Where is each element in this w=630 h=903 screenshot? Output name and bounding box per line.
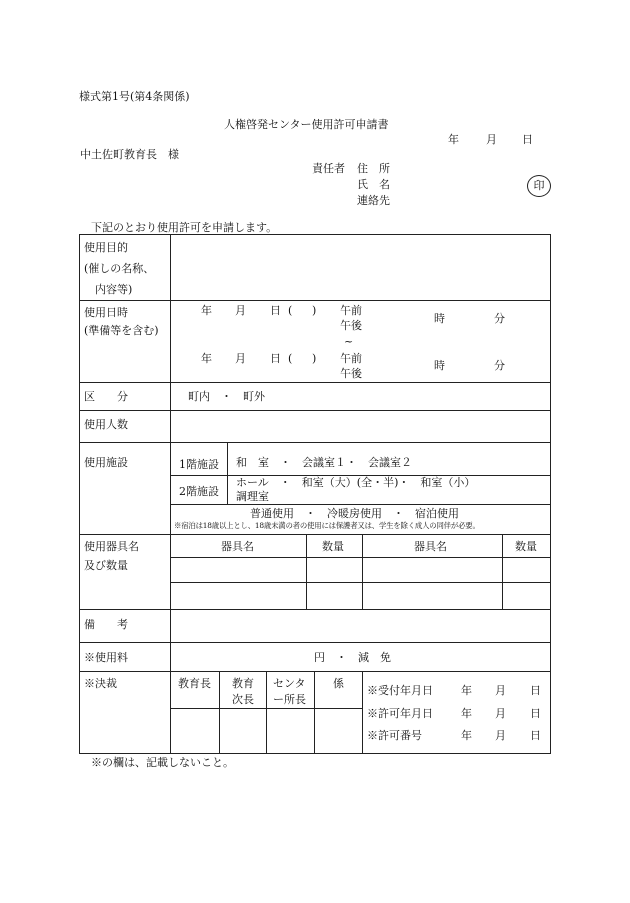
equipment-label-sub: 及び数量 [84, 559, 128, 572]
equipment-qty-field[interactable] [504, 584, 549, 608]
end-month-unit: 月 [235, 352, 246, 365]
equipment-qty-header-1: 数量 [322, 540, 344, 553]
fee-label: ※使用料 [84, 651, 128, 664]
decision-column-divider [362, 671, 363, 754]
seal-box-deputy [220, 709, 265, 752]
equipment-name-field[interactable] [172, 584, 305, 608]
label-column-divider [170, 234, 171, 754]
received-month-unit: 月 [495, 684, 506, 697]
end-am[interactable]: 午前 [340, 352, 362, 365]
row-divider [79, 609, 551, 610]
equipment-name-field[interactable] [364, 559, 501, 581]
equipment-column-divider [306, 534, 307, 610]
table-border-top [79, 234, 551, 235]
datetime-label: 使用日時 [84, 306, 128, 319]
permit-day-unit: 日 [530, 729, 541, 742]
purpose-field[interactable] [172, 236, 549, 299]
seal-box-staff [315, 709, 361, 752]
equipment-divider [170, 582, 551, 583]
start-hour-unit: 時 [434, 312, 445, 325]
name-label: 氏 名 [357, 178, 390, 191]
floor2-cooking-room[interactable]: 調理室 [236, 490, 269, 503]
start-minute-unit: 分 [494, 312, 505, 325]
equipment-name-field[interactable] [172, 559, 305, 581]
row-divider [79, 534, 551, 535]
end-day-unit: 日 [270, 352, 281, 365]
facility-floor-divider [227, 442, 228, 505]
application-date-month: 月 [486, 133, 497, 146]
received-date-label: ※受付年月日 [367, 684, 433, 697]
start-pm[interactable]: 午後 [340, 319, 362, 332]
equipment-column-divider [502, 534, 503, 610]
equipment-qty-field[interactable] [504, 559, 549, 581]
received-day-unit: 日 [530, 684, 541, 697]
end-pm[interactable]: 午後 [340, 367, 362, 380]
equipment-label: 使用器具名 [84, 540, 139, 553]
purpose-label: 使用目的 [84, 241, 128, 254]
approver-center-director-line2: ー所長 [273, 693, 306, 706]
form-number: 様式第1号(第4条関係) [79, 90, 190, 103]
decision-label: ※決裁 [84, 677, 117, 690]
people-count-label: 使用人数 [84, 418, 128, 431]
seal-box-superintendent [171, 709, 218, 752]
start-year-unit: 年 [201, 304, 212, 317]
form-title: 人権啓発センター使用許可申請書 [224, 118, 389, 131]
start-month-unit: 月 [235, 304, 246, 317]
seal-mark: 印 [527, 175, 551, 197]
equipment-name-header-1: 器具名 [221, 540, 254, 553]
approver-staff: 係 [333, 677, 344, 690]
start-day-unit: 日 [270, 304, 281, 317]
approved-month-unit: 月 [495, 707, 506, 720]
equipment-qty-header-2: 数量 [515, 540, 537, 553]
approved-date-label: ※許可年月日 [367, 707, 433, 720]
remarks-label: 備 考 [84, 618, 128, 631]
floor2-label: 2階施設 [179, 485, 219, 498]
addressee: 中土佐町教育長 様 [80, 148, 179, 161]
start-am[interactable]: 午前 [340, 304, 362, 317]
end-weekday-close: ) [312, 352, 317, 365]
approver-superintendent: 教育長 [178, 677, 211, 690]
intro-text: 下記のとおり使用許可を申請します。 [91, 221, 278, 234]
purpose-label-sub: 内容等) [95, 283, 133, 296]
address-label: 住 所 [357, 162, 390, 175]
footer-note: ※の欄は、記載しないこと。 [91, 756, 234, 769]
facility-label: 使用施設 [84, 456, 128, 469]
seal-box-center-director [267, 709, 313, 752]
application-date-year: 年 [448, 133, 459, 146]
equipment-name-field[interactable] [364, 584, 501, 608]
equipment-qty-field[interactable] [308, 559, 361, 581]
range-tilde: ~ [344, 335, 354, 348]
table-border-right [550, 234, 551, 754]
permit-number-label: ※許可番号 [367, 729, 422, 742]
approved-day-unit: 日 [530, 707, 541, 720]
permit-month-unit: 月 [495, 729, 506, 742]
remarks-field[interactable] [172, 611, 549, 641]
table-border-left [79, 234, 80, 754]
category-options[interactable]: 町内 ・ 町外 [188, 390, 265, 403]
row-divider [79, 642, 551, 643]
responsible-person-label: 責任者 [312, 162, 345, 175]
start-weekday-open: ( [288, 304, 293, 317]
purpose-label-sub: (催しの名称、 [84, 262, 155, 275]
equipment-name-header-2: 器具名 [414, 540, 447, 553]
datetime-label-sub: (準備等を含む) [84, 324, 159, 337]
people-count-field[interactable] [172, 412, 549, 441]
row-divider [79, 442, 551, 443]
fee-value: 円 ・ 減 免 [314, 651, 391, 664]
approver-deputy-line1: 教育 [232, 677, 254, 690]
approver-center-director-line1: センタ [273, 677, 306, 690]
application-date-day: 日 [522, 133, 533, 146]
floor1-rooms[interactable]: 和 室 ・ 会議室１・ 会議室２ [236, 456, 412, 469]
floor1-label: 1階施設 [179, 458, 219, 471]
category-label: 区 分 [84, 390, 128, 403]
end-weekday-open: ( [288, 352, 293, 365]
equipment-column-divider [362, 534, 363, 610]
row-divider [79, 410, 551, 411]
end-minute-unit: 分 [494, 359, 505, 372]
equipment-divider [170, 557, 551, 558]
received-year-unit: 年 [461, 684, 472, 697]
row-divider [79, 671, 551, 672]
lodging-note: ※宿泊は18歳以上とし、18歳未満の者の使用には保護者又は、学生を除く成人の同伴が必要。 [174, 521, 480, 530]
end-year-unit: 年 [201, 352, 212, 365]
table-border-bottom [79, 753, 551, 754]
contact-label: 連絡先 [357, 194, 390, 207]
approved-year-unit: 年 [461, 707, 472, 720]
equipment-qty-field[interactable] [308, 584, 361, 608]
permit-year-unit: 年 [461, 729, 472, 742]
row-divider [79, 300, 551, 301]
floor2-rooms[interactable]: ホール ・ 和室（大）(全・半)・ 和室（小） [236, 476, 476, 489]
end-hour-unit: 時 [434, 359, 445, 372]
approver-deputy-line2: 次長 [232, 693, 254, 706]
usage-types[interactable]: 普通使用 ・ 冷暖房使用 ・ 宿泊使用 [250, 507, 459, 520]
row-divider [79, 382, 551, 383]
start-weekday-close: ) [312, 304, 317, 317]
